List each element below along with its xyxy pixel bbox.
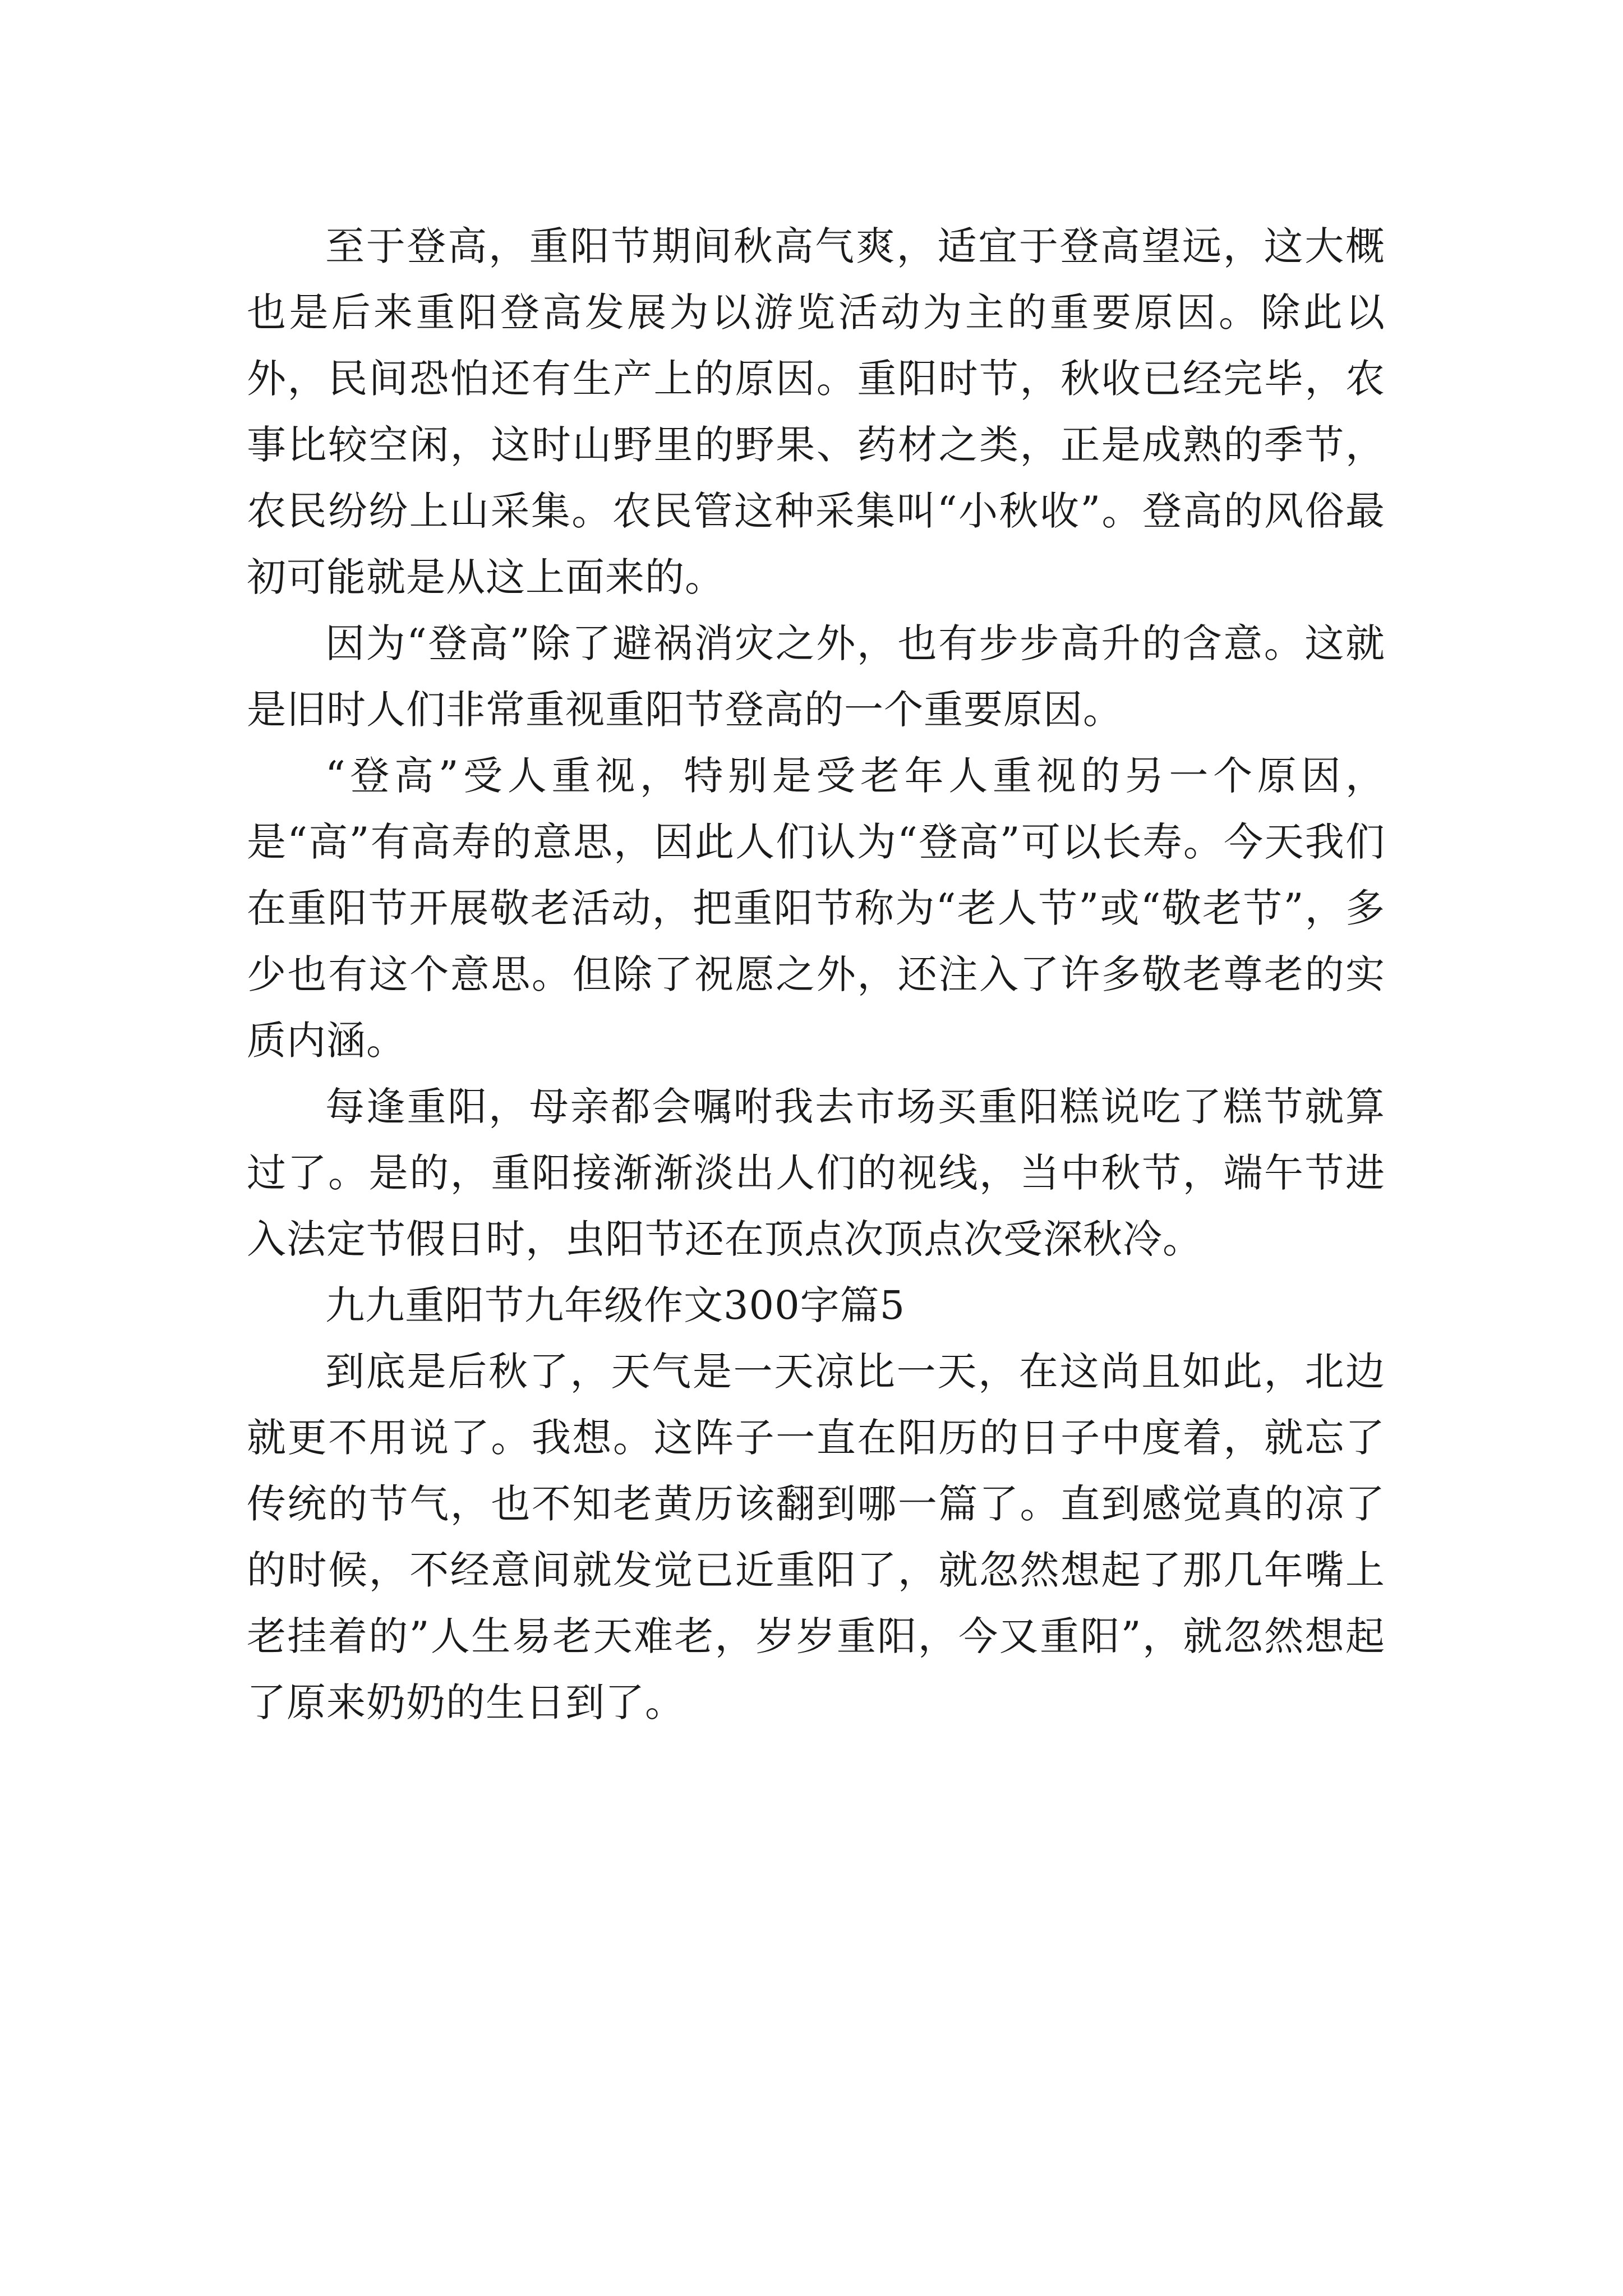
paragraph: 因为“登高”除了避祸消灾之外，也有步步高升的含意。这就是旧时人们非常重视重阳节登高的一个重要原因。 (247, 620, 1385, 733)
paragraph: 到底是后秋了，天气是一天凉比一天，在这尚且如此，北边就更不用说了。我想。这阵子一直在阳历的日子中度着，就忘了传统的节气，也不知老黄历该翻到哪一篇了。直到感觉真的凉了的时候，不经意间就发觉已近重阳了，就忽然想起了那几年嘴上老挂着的”人生易老天难老，岁岁重阳，今又重阳”，就忽然想起了原来奶奶的生日到了。 (247, 1349, 1385, 1726)
paragraph: 每逢重阳，母亲都会嘱咐我去市场买重阳糕说吃了糕节就算过了。是的，重阳接渐渐淡出人们的视线，当中秋节，端午节进入法定节假日时，虫阳节还在顶点次顶点次受深秋冷。 (247, 1084, 1385, 1262)
document-body (247, 213, 1385, 1736)
section-heading: 九九重阳节九年级作文300字篇5 (325, 1282, 906, 1328)
paragraph: 至于登高，重阳节期间秋高气爽，适宜于登高望远，这大概也是后来重阳登高发展为以游览活动为主的重要原因。除此以外，民间恐怕还有生产上的原因。重阳时节，秋收已经完毕，农事比较空闲，这时山野里的野果、药材之类，正是成熟的季节，农民纷纷上山采集。农民管这种采集叫“小秋收”。登高的风俗最初可能就是从这上面来的。 (247, 223, 1385, 600)
paragraph: “登高”受人重视，特别是受老年人重视的另一个原因，是“高”有高寿的意思，因此人们认为“登高”可以长寿。今天我们在重阳节开展敬老活动，把重阳节称为“老人节”或“敬老节”，多少也有这个意思。但除了祝愿之外，还注入了许多敬老尊老的实质内涵。 (247, 753, 1385, 1064)
